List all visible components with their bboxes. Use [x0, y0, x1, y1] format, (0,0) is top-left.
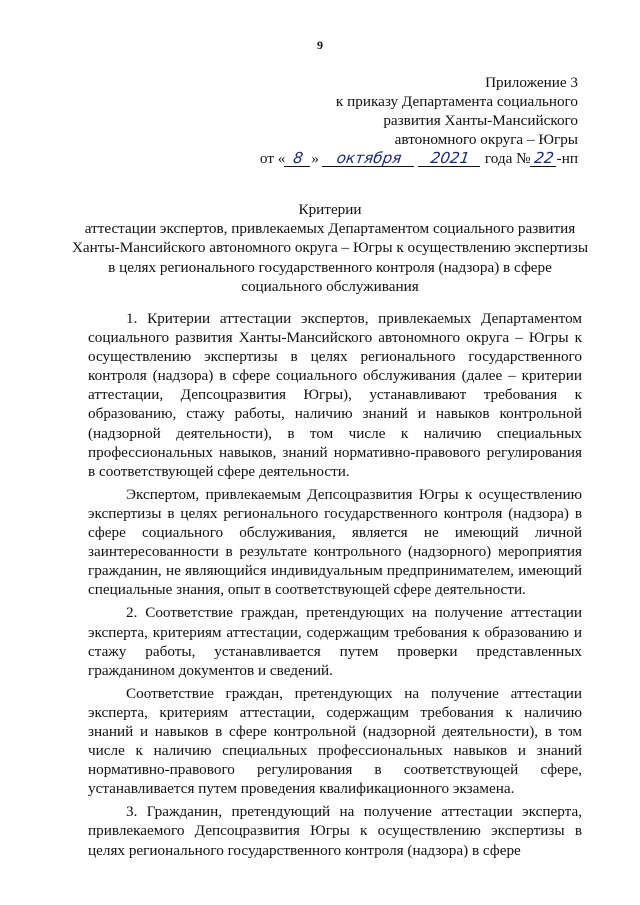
title-subtitle: аттестации экспертов, привлекаемых Департаментом социального развития Ханты-Мансийского автономного округа – Югры к осуществлению экспертизы в целях регионального государственного контроля (надзора) в сфере социального обслуживания — [71, 220, 589, 295]
appendix-region-line: автономного округа – Югры — [394, 131, 578, 148]
paragraph-1: 1. Критерии аттестации экспертов, привлекаемых Департаментом социального развития Ханты-Мансийского автономного округа – Югры к осуществлению экспертизы в целях регионального государственного контроля (надзора) в сфере социального обслуживания (далее – критерии аттестации, Депсоцразвития Югры), устанавливают требования к образованию, стажу работы, наличию знаний и навыков контрольной (надзорной деятельности), в том числе к наличию специальных профессиональных навыков, знаний нормативно-правового регулирования в соответствующей сфере деятельности. — [88, 310, 582, 480]
document-body — [88, 309, 582, 864]
appendix-department-line: развития Ханты-Мансийского — [383, 112, 578, 129]
handwritten-order-number: 22 — [530, 151, 558, 167]
order-date-line — [258, 149, 578, 168]
paragraph-4: Соответствие граждан, претендующих на получение аттестации эксперта, критериям аттестации, содержащим требования к наличию знаний и навыков в сфере контрольной (надзорной деятельности), в том числе к наличию специальных профессиональных навыков и знаний нормативно-правового регулирования в соответствующей сфере, устанавливается путем проведения квалификационного экзамена. — [88, 684, 582, 798]
appendix-header — [258, 73, 578, 168]
date-year-suffix: года № — [484, 150, 531, 167]
document-title — [70, 200, 590, 296]
handwritten-year: 2021 — [418, 151, 482, 167]
paragraph-3: 2. Соответствие граждан, претендующих на получение аттестации эксперта, критериям аттестации, содержащим требования к образованию и стажу работы, устанавливается путем проверки представленных гражданином документов и сведений. — [88, 604, 582, 679]
order-suffix: -нп — [556, 150, 578, 167]
title-heading: Критерии — [298, 201, 362, 218]
appendix-order-line: к приказу Департамента социального — [335, 93, 578, 110]
paragraph-2: Экспертом, привлекаемым Депсоцразвития Югры к осуществлению экспертизы в целях регионального государственного контроля (надзора) в сфере социального обслуживания, является не имеющий личной заинтересованности в результате контрольного (надзорного) мероприятия гражданин, не являющийся индивидуальным предпринимателем, имеющий специальные знания, опыт в соответствующей сфере деятельности. — [88, 485, 582, 599]
date-prefix: от « — [259, 150, 286, 167]
date-quote-close: » — [311, 150, 319, 167]
handwritten-day: 8 — [284, 151, 312, 167]
paragraph-5: 3. Гражданин, претендующий на получение аттестации эксперта, привлекаемого Депсоцразвития Югры к осуществлению экспертизы в целях регионального государственного контроля (надзора) в сфере — [88, 803, 582, 859]
page-number: 9 — [317, 38, 323, 52]
appendix-title: Приложение 3 — [485, 74, 578, 91]
handwritten-month: октября — [322, 151, 416, 167]
